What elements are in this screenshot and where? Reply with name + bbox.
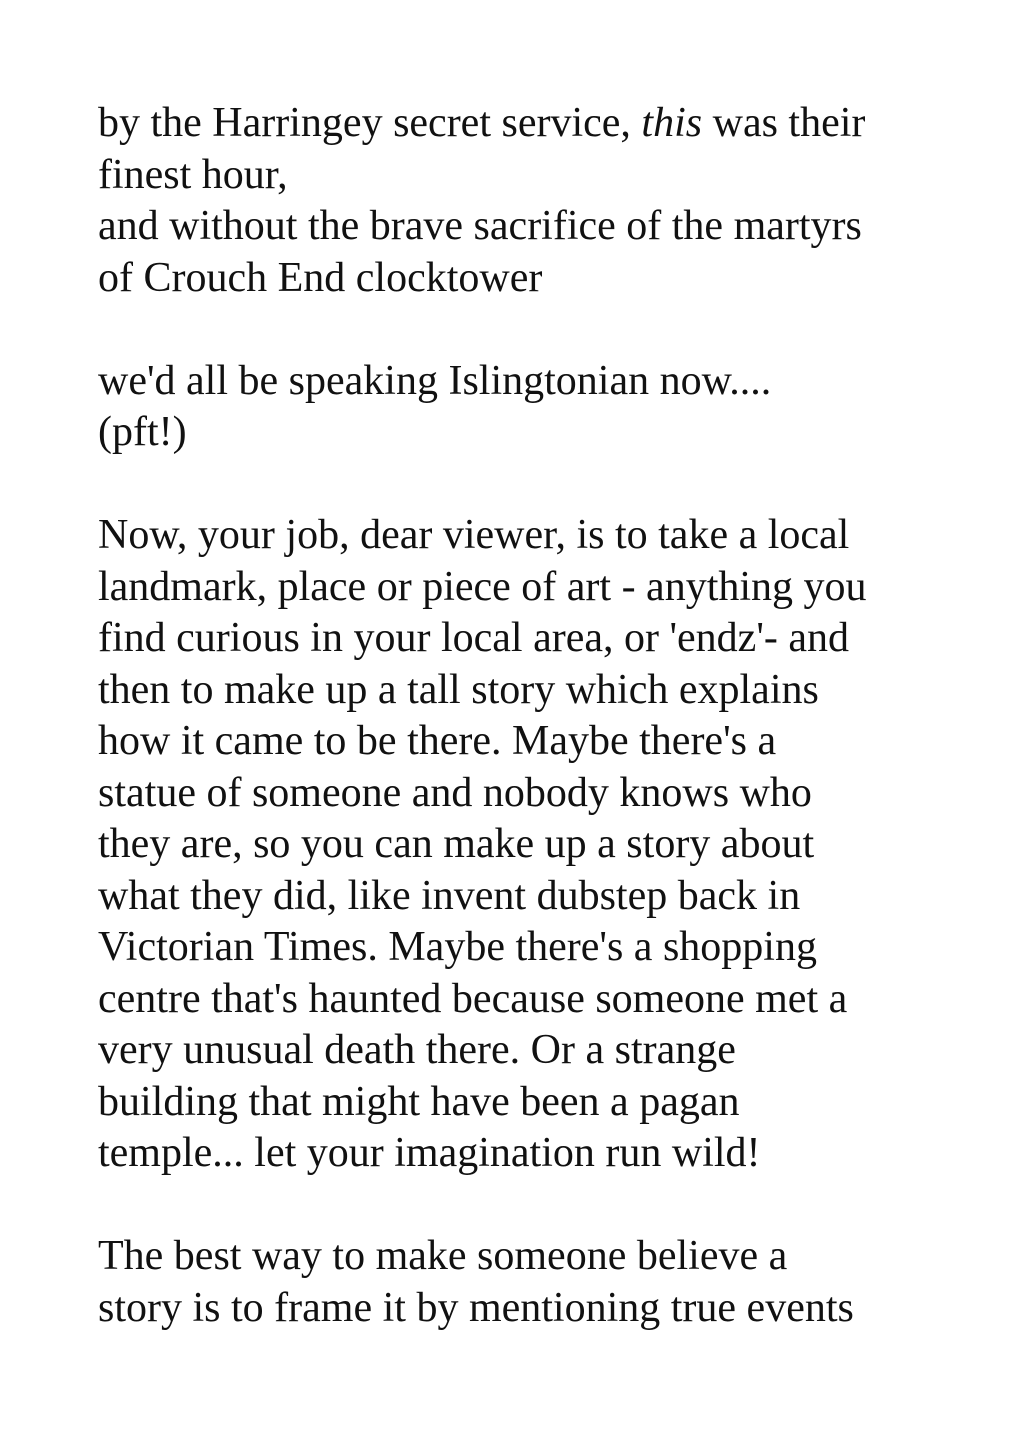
text-line: they are, so you can make up a story about bbox=[98, 821, 815, 867]
text-line: finest hour, bbox=[98, 151, 288, 198]
paragraph-islingtonian bbox=[98, 356, 938, 459]
text-line: centre that's haunted because someone met a bbox=[98, 975, 848, 1022]
text-line: then to make up a tall story which explains bbox=[98, 666, 819, 713]
text-line: and without the brave sacrifice of the martyrs bbox=[98, 203, 862, 249]
paragraph-gap bbox=[98, 304, 938, 356]
text-line bbox=[98, 98, 938, 150]
document-body bbox=[98, 98, 938, 1334]
italic-word: this bbox=[641, 100, 703, 146]
text-line: The best way to make someone believe a bbox=[98, 1233, 788, 1279]
paragraph-best-way bbox=[98, 1231, 938, 1334]
text-line: building that might have been a pagan bbox=[98, 1078, 740, 1125]
text-line: find curious in your local area, or 'endz'- and bbox=[98, 615, 850, 661]
text-line: temple... let your imagination run wild! bbox=[98, 1130, 761, 1176]
text-segment: by the Harringey secret service, bbox=[98, 100, 642, 146]
paragraph-secret-service bbox=[98, 98, 938, 304]
text-line: story is to frame it by mentioning true events bbox=[98, 1284, 854, 1331]
paragraph-gap bbox=[98, 1180, 938, 1232]
text-line: how it came to be there. Maybe there's a bbox=[98, 718, 777, 764]
paragraph-gap bbox=[98, 459, 938, 511]
text-segment: was their bbox=[702, 100, 866, 146]
text-line: Victorian Times. Maybe there's a shopping bbox=[98, 924, 817, 970]
paragraph-your-job bbox=[98, 510, 938, 1180]
text-line: of Crouch End clocktower bbox=[98, 254, 543, 301]
text-line: statue of someone and nobody knows who bbox=[98, 769, 812, 816]
text-line: we'd all be speaking Islingtonian now.... bbox=[98, 357, 772, 404]
text-line: what they did, like invent dubstep back in bbox=[98, 872, 801, 919]
text-line: Now, your job, dear viewer, is to take a local bbox=[98, 512, 850, 558]
text-line: landmark, place or piece of art - anything you bbox=[98, 563, 867, 610]
text-line: (pft!) bbox=[98, 409, 187, 455]
text-line: very unusual death there. Or a strange bbox=[98, 1027, 736, 1073]
